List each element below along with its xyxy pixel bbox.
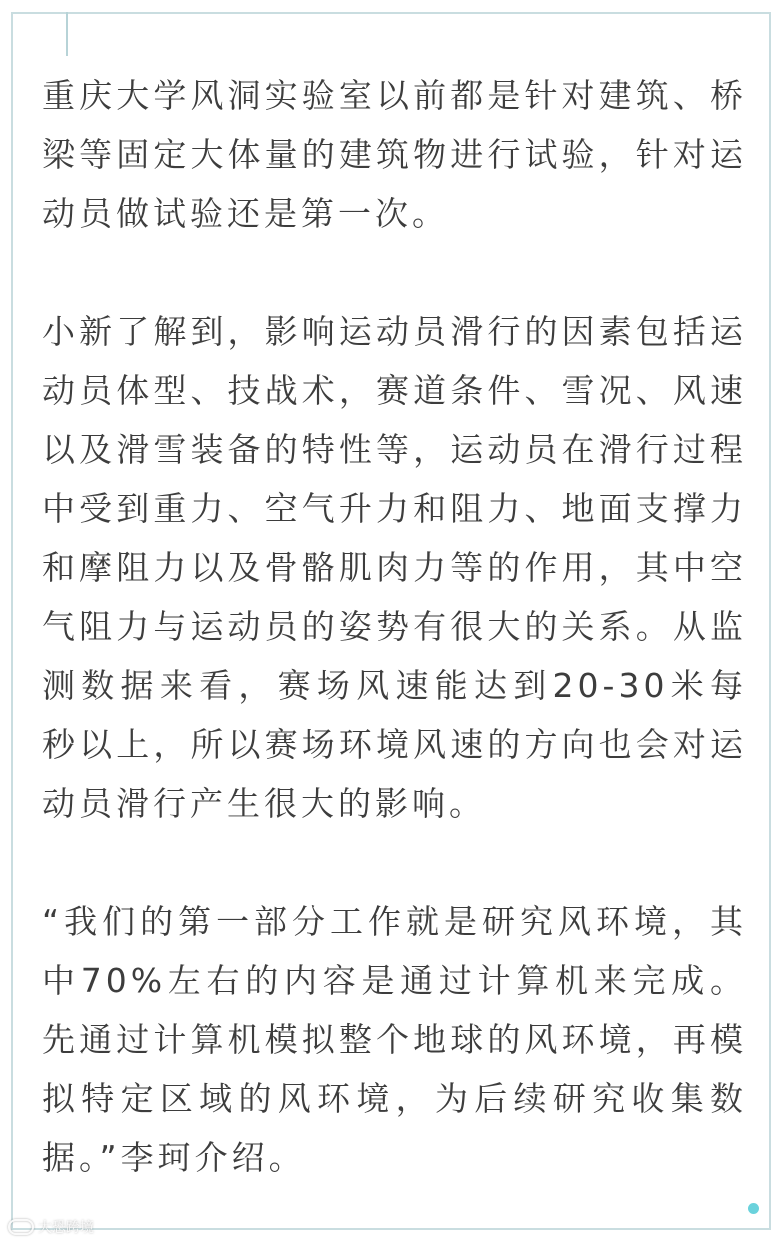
article-body [42,66,747,1187]
paragraph-2: 小新了解到，影响运动员滑行的因素包括运动员体型、技战术，赛道条件、雪况、风速以及滑雪装备的特性等，运动员在滑行过程中受到重力、空气升力和阻力、地面支撑力和摩阻力以及骨骼肌肉力等的作用，其中空气阻力与运动员的姿势有很大的关系。从监测数据来看，赛场风速能达到20-30米每秒以上，所以赛场环境风速的方向也会对运动员滑行产生很大的影响。 [42,312,747,823]
paragraph-3: “我们的第一部分工作就是研究风环境，其中70%左右的内容是通过计算机来完成。先通过计算机模拟整个地球的风环境，再模拟特定区域的风环境，为后续研究收集数据。”李珂介绍。 [42,902,747,1177]
paragraph-1: 重庆大学风洞实验室以前都是针对建筑、桥梁等固定大体量的建筑物进行试验，针对运动员做试验还是第一次。 [42,76,747,233]
watermark-text: 大恐跨境 [38,1220,94,1236]
frame-accent-line [66,12,68,56]
watermark [8,1216,94,1238]
accent-dot [748,1203,759,1214]
watermark-logo-icon [8,1219,34,1235]
